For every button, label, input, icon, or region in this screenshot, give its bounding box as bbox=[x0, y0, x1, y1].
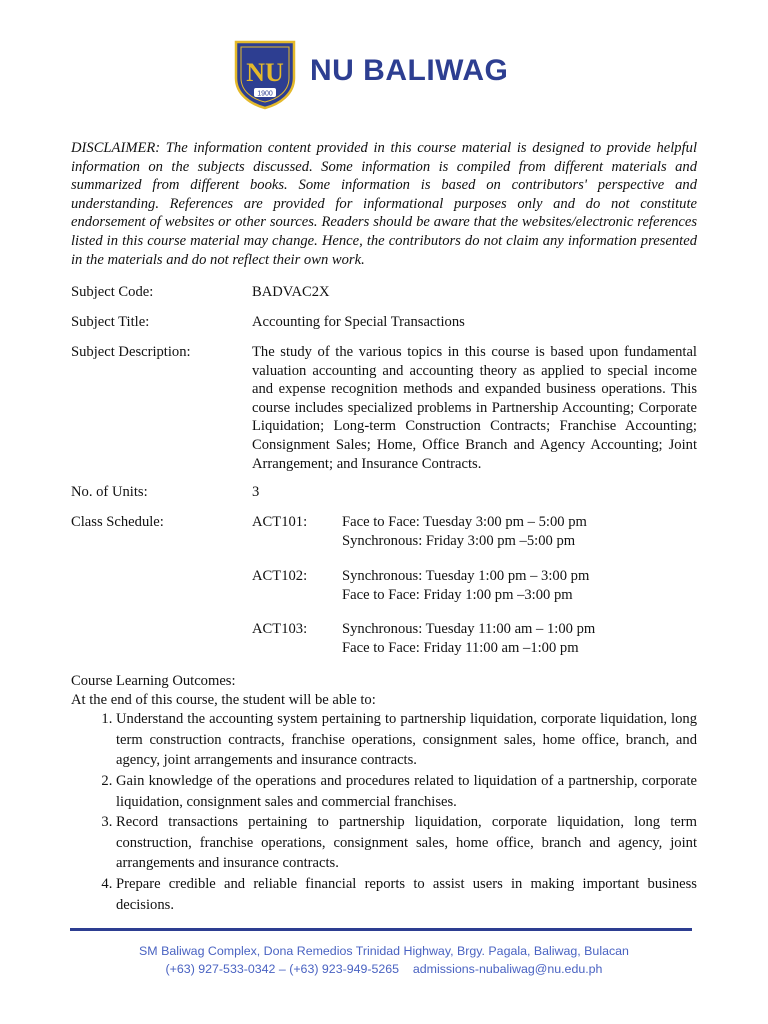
schedule-section-times bbox=[342, 513, 587, 550]
footer-divider bbox=[70, 928, 692, 931]
schedule-line: Face to Face: Friday 11:00 am –1:00 pm bbox=[342, 639, 579, 656]
learning-outcomes bbox=[71, 672, 697, 915]
schedule-section-times bbox=[342, 567, 589, 604]
disclaimer-text: DISCLAIMER: The information content provided in this course material is designed to provide helpful information on the subjects discussed. Some information is compiled from different materials and summarized from different books. Some information is based on contributors' perspective and understanding. References are provided for informational purposes only and do not constitute endorsement of websites or other sources. Readers should be aware that the websites/electronic references listed in this course material may change. Hence, the contributors do not claim any information presented in the materials and do not reflect their own work. bbox=[71, 140, 697, 268]
subject-description-value: The study of the various topics in this course is based upon fundamental valuation accounting and accounting theory as applied to special income and expense recognition methods and expanded business operations. This course includes specialized problems in Partnership Accounting; Corporate Liquidation; Long-term Construction Contracts; Franchise Accounting; Consignment Sales; Home, Office Branch and Agency Accounting; Joint Arrangement; and Insurance Contracts. bbox=[252, 344, 697, 472]
outcome-item: 4. Prepare credible and reliable financial reports to assist users in making important business decisions. bbox=[116, 874, 697, 915]
subject-code-value: BADVAC2X bbox=[252, 284, 330, 300]
units-label: No. of Units: bbox=[71, 484, 148, 500]
class-schedule-label: Class Schedule: bbox=[71, 514, 164, 530]
outcomes-heading: Course Learning Outcomes: bbox=[71, 673, 236, 689]
outcome-item: 2. Gain knowledge of the operations and procedures related to liquidation of a partnership, corporate liquidation, consignment sales and commercial franchises. bbox=[116, 771, 697, 812]
page-header bbox=[232, 38, 532, 110]
subject-title-label: Subject Title: bbox=[71, 314, 150, 330]
schedule-line: Synchronous: Friday 3:00 pm –5:00 pm bbox=[342, 532, 576, 549]
schedule-section-code: ACT101: bbox=[252, 514, 308, 530]
outcomes-intro: At the end of this course, the student will be able to: bbox=[71, 691, 376, 708]
schedule-line: Face to Face: Tuesday 3:00 pm – 5:00 pm bbox=[342, 514, 587, 530]
brand-name: NU BALIWAG bbox=[310, 54, 509, 87]
footer-contact: (+63) 927-533-0342 – (+63) 923-949-5265 admissions-nubaliwag@nu.edu.ph bbox=[165, 962, 603, 976]
schedule-line: Face to Face: Friday 1:00 pm –3:00 pm bbox=[342, 586, 573, 603]
units-value: 3 bbox=[252, 484, 260, 500]
page-footer bbox=[0, 942, 768, 978]
schedule-line: Synchronous: Tuesday 1:00 pm – 3:00 pm bbox=[342, 568, 590, 584]
seal-year: 1900 bbox=[257, 90, 273, 98]
outcome-item: 3. Record transactions pertaining to partnership liquidation, corporate liquidation, long term construction, franchise operations, consignment sales, home office, branch and agency, joint arrangements and insurance contracts. bbox=[116, 812, 697, 874]
subject-description-label: Subject Description: bbox=[71, 344, 191, 360]
subject-code-label: Subject Code: bbox=[71, 284, 154, 300]
schedule-section-times bbox=[342, 620, 595, 657]
schedule-section-code: ACT103: bbox=[252, 621, 308, 637]
outcome-item: 1. Understand the accounting system pertaining to partnership liquidation, corporate liquidation, long term construction contracts, franchise operations, consignment sales, home office, branch, and agency, joint arrangements and insurance contracts. bbox=[116, 709, 697, 771]
footer-address: SM Baliwag Complex, Dona Remedios Trinidad Highway, Brgy. Pagala, Baliwag, Bulacan bbox=[139, 944, 629, 958]
schedule-section-code: ACT102: bbox=[252, 568, 308, 584]
subject-title-value: Accounting for Special Transactions bbox=[252, 314, 465, 330]
seal-monogram: NU bbox=[246, 58, 284, 87]
nu-seal-logo bbox=[232, 38, 298, 110]
schedule-line: Synchronous: Tuesday 11:00 am – 1:00 pm bbox=[342, 621, 596, 637]
outcomes-list bbox=[71, 709, 697, 915]
